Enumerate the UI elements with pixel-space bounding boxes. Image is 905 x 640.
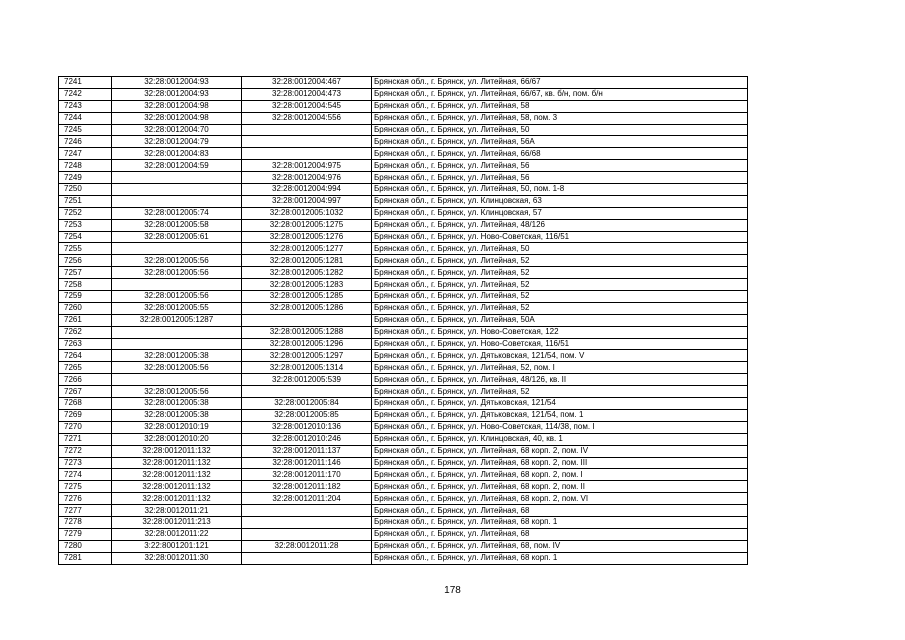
table-row <box>59 100 748 112</box>
address-cell: Брянская обл., г. Брянск, ул. Дятьковская, 121/54 <box>372 398 748 410</box>
parcel-number-cell <box>112 184 242 196</box>
object-number-cell: 32:28:0012005:1276 <box>242 231 372 243</box>
table-row <box>59 505 748 517</box>
address-cell: Брянская обл., г. Брянск, ул. Литейная, 52 <box>372 279 748 291</box>
row-number-cell: 7272 <box>59 445 112 457</box>
parcel-number-cell: 32:28:0012011:132 <box>112 469 242 481</box>
row-number-cell: 7279 <box>59 528 112 540</box>
object-number-cell: 32:28:0012011:170 <box>242 469 372 481</box>
address-cell: Брянская обл., г. Брянск, ул. Дятьковская, 121/54, пом. 1 <box>372 409 748 421</box>
address-cell: Брянская обл., г. Брянск, ул. Литейная, 68 корп. 2, пом. IV <box>372 445 748 457</box>
table-row <box>59 314 748 326</box>
table-row <box>59 148 748 160</box>
row-number-cell: 7270 <box>59 421 112 433</box>
address-cell: Брянская обл., г. Брянск, ул. Клинцовская, 40, кв. 1 <box>372 433 748 445</box>
parcel-number-cell: 32:28:0012011:21 <box>112 505 242 517</box>
parcel-number-cell: 32:28:0012005:56 <box>112 386 242 398</box>
parcel-number-cell: 32:28:0012011:22 <box>112 528 242 540</box>
table-row <box>59 124 748 136</box>
address-cell: Брянская обл., г. Брянск, ул. Литейная, 68 корп. 2, пом. I <box>372 469 748 481</box>
row-number-cell: 7262 <box>59 326 112 338</box>
object-number-cell: 32:28:0012004:997 <box>242 195 372 207</box>
parcel-number-cell: 32:28:0012005:38 <box>112 350 242 362</box>
object-number-cell: 32:28:0012005:539 <box>242 374 372 386</box>
object-number-cell <box>242 148 372 160</box>
object-number-cell: 32:28:0012004:473 <box>242 88 372 100</box>
table-row <box>59 243 748 255</box>
object-number-cell: 32:28:0012011:182 <box>242 481 372 493</box>
address-cell: Брянская обл., г. Брянск, ул. Литейная, 50, пом. 1-8 <box>372 184 748 196</box>
address-cell: Брянская обл., г. Брянск, ул. Литейная, 52 <box>372 302 748 314</box>
parcel-number-cell: 32:28:0012004:70 <box>112 124 242 136</box>
table-row <box>59 291 748 303</box>
row-number-cell: 7253 <box>59 219 112 231</box>
row-number-cell: 7281 <box>59 552 112 564</box>
parcel-number-cell: 32:28:0012005:61 <box>112 231 242 243</box>
row-number-cell: 7269 <box>59 409 112 421</box>
row-number-cell: 7274 <box>59 469 112 481</box>
table-row <box>59 207 748 219</box>
table-row <box>59 445 748 457</box>
object-number-cell: 32:28:0012005:1288 <box>242 326 372 338</box>
object-number-cell <box>242 505 372 517</box>
parcel-number-cell <box>112 374 242 386</box>
table-row <box>59 493 748 505</box>
address-cell: Брянская обл., г. Брянск, ул. Дятьковская, 121/54, пом. V <box>372 350 748 362</box>
object-number-cell <box>242 516 372 528</box>
address-cell: Брянская обл., г. Брянск, ул. Литейная, 56 <box>372 172 748 184</box>
row-number-cell: 7244 <box>59 112 112 124</box>
object-number-cell <box>242 124 372 136</box>
row-number-cell: 7246 <box>59 136 112 148</box>
table-row <box>59 88 748 100</box>
parcel-number-cell: 32:28:0012005:56 <box>112 255 242 267</box>
table-row <box>59 516 748 528</box>
table-row <box>59 457 748 469</box>
object-number-cell: 32:28:0012010:246 <box>242 433 372 445</box>
row-number-cell: 7249 <box>59 172 112 184</box>
table-row <box>59 136 748 148</box>
row-number-cell: 7252 <box>59 207 112 219</box>
table-row <box>59 433 748 445</box>
table-row <box>59 386 748 398</box>
parcel-number-cell: 32:28:0012004:98 <box>112 100 242 112</box>
row-number-cell: 7263 <box>59 338 112 350</box>
table-row <box>59 77 748 89</box>
parcel-number-cell: 3:22:8001201:121 <box>112 540 242 552</box>
row-number-cell: 7265 <box>59 362 112 374</box>
object-number-cell: 32:28:0012005:1281 <box>242 255 372 267</box>
address-cell: Брянская обл., г. Брянск, ул. Ново-Советская, 122 <box>372 326 748 338</box>
row-number-cell: 7267 <box>59 386 112 398</box>
object-number-cell <box>242 386 372 398</box>
row-number-cell: 7248 <box>59 160 112 172</box>
object-number-cell: 32:28:0012011:146 <box>242 457 372 469</box>
address-cell: Брянская обл., г. Брянск, ул. Литейная, 68, пом. IV <box>372 540 748 552</box>
parcel-number-cell: 32:28:0012004:93 <box>112 77 242 89</box>
row-number-cell: 7256 <box>59 255 112 267</box>
object-number-cell: 32:28:0012005:1282 <box>242 267 372 279</box>
object-number-cell <box>242 314 372 326</box>
table-row <box>59 409 748 421</box>
object-number-cell: 32:28:0012005:1032 <box>242 207 372 219</box>
object-number-cell: 32:28:0012005:1314 <box>242 362 372 374</box>
address-cell: Брянская обл., г. Брянск, ул. Литейная, 68 корп. 2, пом. II <box>372 481 748 493</box>
parcel-number-cell <box>112 172 242 184</box>
parcel-number-cell: 32:28:0012005:55 <box>112 302 242 314</box>
table-row <box>59 540 748 552</box>
object-number-cell: 32:28:0012004:545 <box>242 100 372 112</box>
address-cell: Брянская обл., г. Брянск, ул. Литейная, 50 <box>372 243 748 255</box>
object-number-cell: 32:28:0012005:1285 <box>242 291 372 303</box>
address-cell: Брянская обл., г. Брянск, ул. Литейная, 52 <box>372 291 748 303</box>
address-cell: Брянская обл., г. Брянск, ул. Ново-Советская, 116/51 <box>372 231 748 243</box>
table-row <box>59 552 748 564</box>
parcel-number-cell: 32:28:0012005:1287 <box>112 314 242 326</box>
address-cell: Брянская обл., г. Брянск, ул. Литейная, 66/68 <box>372 148 748 160</box>
parcel-number-cell: 32:28:0012011:132 <box>112 445 242 457</box>
address-cell: Брянская обл., г. Брянск, ул. Литейная, 48/126 <box>372 219 748 231</box>
parcel-number-cell <box>112 243 242 255</box>
object-number-cell: 32:28:0012004:994 <box>242 184 372 196</box>
row-number-cell: 7266 <box>59 374 112 386</box>
object-number-cell: 32:28:0012011:137 <box>242 445 372 457</box>
address-cell: Брянская обл., г. Брянск, ул. Литейная, 52 <box>372 255 748 267</box>
address-cell: Брянская обл., г. Брянск, ул. Литейная, 56А <box>372 136 748 148</box>
parcel-number-cell: 32:28:0012005:38 <box>112 409 242 421</box>
table-row <box>59 350 748 362</box>
address-cell: Брянская обл., г. Брянск, ул. Ново-Советская, 114/38, пом. I <box>372 421 748 433</box>
object-number-cell: 32:28:0012011:28 <box>242 540 372 552</box>
address-cell: Брянская обл., г. Брянск, ул. Литейная, 52 <box>372 386 748 398</box>
table-row <box>59 302 748 314</box>
row-number-cell: 7268 <box>59 398 112 410</box>
row-number-cell: 7280 <box>59 540 112 552</box>
object-number-cell <box>242 136 372 148</box>
address-cell: Брянская обл., г. Брянск, ул. Литейная, 68 <box>372 505 748 517</box>
row-number-cell: 7278 <box>59 516 112 528</box>
table-row <box>59 398 748 410</box>
address-cell: Брянская обл., г. Брянск, ул. Литейная, 68 корп. 2, пом. VI <box>372 493 748 505</box>
row-number-cell: 7255 <box>59 243 112 255</box>
parcel-number-cell: 32:28:0012005:56 <box>112 267 242 279</box>
object-number-cell: 32:28:0012004:467 <box>242 77 372 89</box>
page-number: 178 <box>444 585 461 596</box>
address-cell: Брянская обл., г. Брянск, ул. Литейная, 68 корп. 2, пом. III <box>372 457 748 469</box>
row-number-cell: 7247 <box>59 148 112 160</box>
object-number-cell: 32:28:0012005:1277 <box>242 243 372 255</box>
parcel-number-cell <box>112 279 242 291</box>
parcel-number-cell: 32:28:0012010:19 <box>112 421 242 433</box>
row-number-cell: 7257 <box>59 267 112 279</box>
table-row <box>59 421 748 433</box>
table-row <box>59 231 748 243</box>
table-row <box>59 172 748 184</box>
parcel-number-cell: 32:28:0012005:58 <box>112 219 242 231</box>
parcel-number-cell: 32:28:0012004:59 <box>112 160 242 172</box>
parcel-number-cell: 32:28:0012004:79 <box>112 136 242 148</box>
row-number-cell: 7251 <box>59 195 112 207</box>
parcel-number-cell: 32:28:0012010:20 <box>112 433 242 445</box>
table-row <box>59 219 748 231</box>
object-number-cell: 32:28:0012011:204 <box>242 493 372 505</box>
address-cell: Брянская обл., г. Брянск, ул. Литейная, 56 <box>372 160 748 172</box>
table-row <box>59 184 748 196</box>
row-number-cell: 7254 <box>59 231 112 243</box>
row-number-cell: 7241 <box>59 77 112 89</box>
row-number-cell: 7258 <box>59 279 112 291</box>
row-number-cell: 7242 <box>59 88 112 100</box>
object-number-cell: 32:28:0012004:976 <box>242 172 372 184</box>
address-cell: Брянская обл., г. Брянск, ул. Литейная, 68 <box>372 528 748 540</box>
table-row <box>59 338 748 350</box>
row-number-cell: 7243 <box>59 100 112 112</box>
table-row <box>59 160 748 172</box>
parcel-number-cell: 32:28:0012004:93 <box>112 88 242 100</box>
address-cell: Брянская обл., г. Брянск, ул. Литейная, 48/126, кв. II <box>372 374 748 386</box>
row-number-cell: 7261 <box>59 314 112 326</box>
table-row <box>59 112 748 124</box>
table-row <box>59 279 748 291</box>
address-cell: Брянская обл., г. Брянск, ул. Литейная, 58, пом. 3 <box>372 112 748 124</box>
address-cell: Брянская обл., г. Брянск, ул. Литейная, 58 <box>372 100 748 112</box>
table-row <box>59 528 748 540</box>
object-number-cell: 32:28:0012005:84 <box>242 398 372 410</box>
address-cell: Брянская обл., г. Брянск, ул. Литейная, 68 корп. 1 <box>372 552 748 564</box>
table-row <box>59 374 748 386</box>
table-row <box>59 326 748 338</box>
parcel-number-cell: 32:28:0012005:74 <box>112 207 242 219</box>
object-number-cell <box>242 528 372 540</box>
object-number-cell: 32:28:0012005:1297 <box>242 350 372 362</box>
row-number-cell: 7245 <box>59 124 112 136</box>
address-cell: Брянская обл., г. Брянск, ул. Литейная, 66/67 <box>372 77 748 89</box>
table-row <box>59 362 748 374</box>
address-cell: Брянская обл., г. Брянск, ул. Литейная, 68 корп. 1 <box>372 516 748 528</box>
object-number-cell: 32:28:0012005:1275 <box>242 219 372 231</box>
object-number-cell: 32:28:0012005:1296 <box>242 338 372 350</box>
parcel-number-cell: 32:28:0012011:30 <box>112 552 242 564</box>
parcel-number-cell: 32:28:0012011:213 <box>112 516 242 528</box>
row-number-cell: 7264 <box>59 350 112 362</box>
table-body <box>59 77 748 565</box>
parcel-number-cell: 32:28:0012004:83 <box>112 148 242 160</box>
parcel-number-cell: 32:28:0012011:132 <box>112 457 242 469</box>
row-number-cell: 7275 <box>59 481 112 493</box>
row-number-cell: 7273 <box>59 457 112 469</box>
parcel-number-cell: 32:28:0012005:56 <box>112 362 242 374</box>
object-number-cell: 32:28:0012004:556 <box>242 112 372 124</box>
parcel-number-cell <box>112 338 242 350</box>
object-number-cell: 32:28:0012004:975 <box>242 160 372 172</box>
parcel-number-cell: 32:28:0012011:132 <box>112 481 242 493</box>
row-number-cell: 7271 <box>59 433 112 445</box>
parcel-number-cell: 32:28:0012004:98 <box>112 112 242 124</box>
address-cell: Брянская обл., г. Брянск, ул. Литейная, 50 <box>372 124 748 136</box>
row-number-cell: 7259 <box>59 291 112 303</box>
address-cell: Брянская обл., г. Брянск, ул. Клинцовская, 63 <box>372 195 748 207</box>
table-row <box>59 481 748 493</box>
row-number-cell: 7250 <box>59 184 112 196</box>
cadastral-table <box>58 76 748 565</box>
address-cell: Брянская обл., г. Брянск, ул. Литейная, 66/67, кв. б/н, пом. б/н <box>372 88 748 100</box>
address-cell: Брянская обл., г. Брянск, ул. Ново-Советская, 116/51 <box>372 338 748 350</box>
row-number-cell: 7260 <box>59 302 112 314</box>
table-row <box>59 255 748 267</box>
object-number-cell: 32:28:0012005:85 <box>242 409 372 421</box>
row-number-cell: 7276 <box>59 493 112 505</box>
row-number-cell: 7277 <box>59 505 112 517</box>
object-number-cell: 32:28:0012005:1286 <box>242 302 372 314</box>
address-cell: Брянская обл., г. Брянск, ул. Литейная, 52, пом. I <box>372 362 748 374</box>
object-number-cell: 32:28:0012005:1283 <box>242 279 372 291</box>
object-number-cell: 32:28:0012010:136 <box>242 421 372 433</box>
address-cell: Брянская обл., г. Брянск, ул. Литейная, 50А <box>372 314 748 326</box>
parcel-number-cell <box>112 326 242 338</box>
table-row <box>59 469 748 481</box>
object-number-cell <box>242 552 372 564</box>
parcel-number-cell: 32:28:0012011:132 <box>112 493 242 505</box>
table-row <box>59 195 748 207</box>
table-row <box>59 267 748 279</box>
address-cell: Брянская обл., г. Брянск, ул. Литейная, 52 <box>372 267 748 279</box>
parcel-number-cell: 32:28:0012005:56 <box>112 291 242 303</box>
parcel-number-cell <box>112 195 242 207</box>
address-cell: Брянская обл., г. Брянск, ул. Клинцовская, 57 <box>372 207 748 219</box>
parcel-number-cell: 32:28:0012005:38 <box>112 398 242 410</box>
